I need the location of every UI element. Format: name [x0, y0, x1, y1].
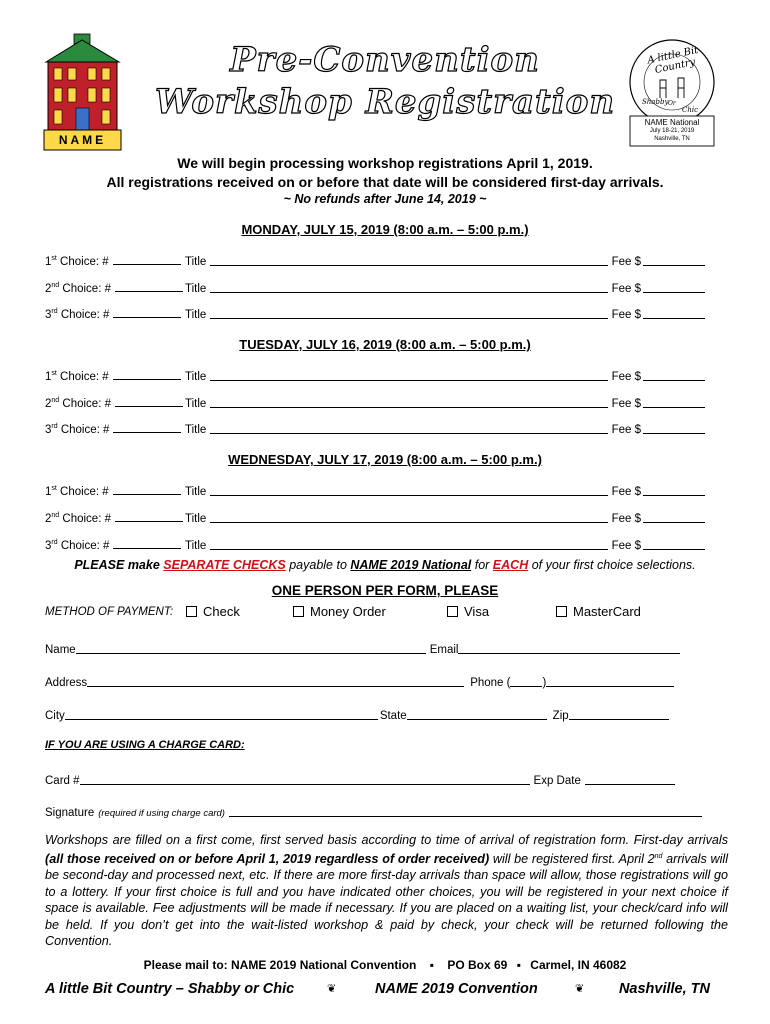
charge-card-heading: IF YOU ARE USING A CHARGE CARD:	[45, 739, 245, 751]
badge-name: NAME National	[644, 118, 700, 127]
workshop-number-field[interactable]	[115, 290, 183, 292]
choice-ordinal-suffix: rd	[51, 308, 58, 316]
wednesday-heading: WEDNESDAY, JULY 17, 2019 (8:00 a.m. – 5:00 p.m.)	[228, 452, 542, 467]
checks-note-each: EACH	[492, 558, 529, 572]
workshop-number-field[interactable]	[115, 405, 183, 407]
choice-ordinal-suffix: st	[51, 485, 57, 493]
payment-option-money-order[interactable]	[293, 604, 386, 619]
dollhouse-logo-label: NAME	[58, 133, 107, 147]
mastercard-checkbox[interactable]	[556, 606, 567, 617]
fee-label: Fee $	[611, 513, 641, 525]
fee-field[interactable]	[643, 548, 705, 550]
title-label: Title	[185, 398, 207, 410]
fee-label: Fee $	[611, 398, 641, 410]
badge-inner-right: Chic	[682, 106, 699, 114]
name-row	[45, 644, 685, 656]
policy-text-1: Workshops are filled on a first come, first served basis according to time of arrival of registration form. First-day arrivals	[45, 833, 728, 847]
exp-label: Exp Date	[533, 775, 581, 787]
choice-text: Choice: #	[59, 283, 111, 295]
choice-label	[45, 539, 185, 552]
fee-label: Fee $	[611, 371, 641, 383]
monday-choice-row-1	[45, 254, 705, 268]
page-title-line2: Workshop Registration	[154, 82, 616, 122]
policy-text-sup: nd	[654, 852, 663, 860]
city-label: City	[45, 710, 65, 722]
payment-option-check[interactable]	[186, 604, 240, 619]
fee-field[interactable]	[643, 521, 705, 523]
mail-bullet-1: ▪	[429, 958, 434, 972]
footer	[45, 981, 725, 1001]
choice-ordinal: 3	[45, 540, 52, 552]
workshop-title-field[interactable]	[210, 494, 607, 496]
badge-dates: July 18-21, 2019	[649, 128, 695, 134]
policy-text-4: arrivals will be second-day and processed next, etc. If there are more first-day arrivals than space will allow, those registrations will go to a lottery. If your first choice is full and you have indicated other choices, you will be registered in your next choice if space is available. Fee adjustments will be made if necessary. If you are placed on a waiting list, your check/card info will be held. If you don’t get into the wait-listed workshop & paid by check, your check will be returned following the Convention.	[45, 851, 728, 949]
choice-text: Choice: #	[59, 398, 111, 410]
phone-label: Phone (	[470, 677, 511, 689]
choice-text: Choice: #	[57, 540, 110, 552]
choice-text: Choice: #	[57, 309, 110, 321]
choice-text: Choice: #	[56, 486, 109, 498]
check-checkbox[interactable]	[186, 606, 197, 617]
choice-label	[45, 282, 185, 295]
visa-checkbox[interactable]	[447, 606, 458, 617]
choice-label	[45, 308, 185, 321]
phone-area-field[interactable]	[510, 685, 542, 687]
title-label: Title	[185, 486, 207, 498]
phone-close: )	[542, 677, 547, 689]
card-label: Card #	[45, 775, 80, 787]
badge-inner-or: Or	[668, 100, 676, 107]
wednesday-choice-row-1	[45, 484, 705, 498]
title-label: Title	[185, 540, 207, 552]
fee-field[interactable]	[643, 432, 705, 434]
choice-ordinal-suffix: nd	[51, 397, 60, 405]
choice-ordinal: 3	[45, 424, 52, 436]
workshop-number-field[interactable]	[113, 547, 181, 549]
address-field[interactable]	[87, 685, 464, 687]
choice-ordinal-suffix: rd	[51, 423, 58, 431]
choice-ordinal: 3	[45, 309, 52, 321]
mail-bullet-2: ▪	[516, 958, 521, 972]
footer-middle: NAME 2019 Convention	[375, 981, 538, 997]
title-label: Title	[185, 309, 207, 321]
city-field[interactable]	[65, 718, 378, 720]
choice-ordinal: 2	[45, 398, 52, 410]
payment-method-label: METHOD OF PAYMENT:	[45, 606, 174, 618]
fee-field[interactable]	[643, 379, 705, 381]
choice-label	[45, 485, 185, 498]
footer-ornament-2: ❦	[575, 982, 585, 995]
workshop-number-field[interactable]	[113, 263, 181, 265]
policy-text-3: will be registered first. April 2	[489, 851, 655, 866]
choice-ordinal: 1	[45, 371, 52, 383]
choice-ordinal-suffix: st	[51, 255, 57, 263]
fee-label: Fee $	[611, 256, 641, 268]
tuesday-choice-row-3	[45, 422, 705, 436]
fee-field[interactable]	[643, 264, 705, 266]
title-label: Title	[185, 283, 207, 295]
city-row	[45, 710, 685, 722]
choice-text: Choice: #	[56, 256, 109, 268]
payment-mastercard-label: MasterCard	[573, 604, 641, 619]
zip-field[interactable]	[569, 718, 669, 720]
title-label: Title	[185, 424, 207, 436]
fee-label: Fee $	[611, 486, 641, 498]
zip-label: Zip	[552, 710, 569, 722]
money-order-checkbox[interactable]	[293, 606, 304, 617]
choice-label	[45, 397, 185, 410]
workshop-title-field[interactable]	[210, 291, 607, 293]
one-person-heading: ONE PERSON PER FORM, PLEASE	[271, 583, 499, 598]
choice-text: Choice: #	[56, 371, 109, 383]
signature-label: Signature	[45, 807, 95, 819]
workshop-title-field[interactable]	[210, 521, 607, 523]
payment-visa-label: Visa	[464, 604, 490, 619]
card-row	[45, 775, 695, 787]
badge-inner-left: Shabby	[642, 98, 669, 106]
checks-note-part1: PLEASE make	[74, 558, 164, 572]
choice-ordinal-suffix: nd	[51, 512, 60, 520]
fee-label: Fee $	[611, 309, 641, 321]
checks-note-part5: for	[471, 558, 493, 572]
choice-label	[45, 370, 185, 383]
fee-field[interactable]	[643, 406, 705, 408]
monday-heading: MONDAY, JULY 15, 2019 (8:00 a.m. – 5:00 p.m.)	[241, 222, 529, 237]
mail-label: Please mail to: NAME 2019 National Convention	[143, 958, 417, 972]
wednesday-choice-row-2	[45, 511, 705, 525]
payment-check-label: Check	[203, 604, 240, 619]
signature-note: (required if using charge card)	[98, 808, 225, 819]
checks-note-part3: payable to	[285, 558, 351, 572]
badge-city: Nashville, TN	[654, 136, 690, 142]
name-field[interactable]	[76, 652, 426, 654]
title-label: Title	[185, 513, 207, 525]
monday-choice-row-3	[45, 307, 705, 321]
choice-text: Choice: #	[59, 513, 111, 525]
fee-field[interactable]	[643, 291, 705, 293]
exp-date-field[interactable]	[585, 783, 675, 785]
card-number-field[interactable]	[80, 783, 530, 785]
workshop-title-field[interactable]	[210, 432, 607, 434]
workshop-title-field[interactable]	[210, 317, 607, 319]
fee-field[interactable]	[643, 494, 705, 496]
workshop-number-field[interactable]	[115, 520, 183, 522]
address-row	[45, 677, 685, 689]
wednesday-choice-row-3	[45, 538, 705, 552]
mail-line	[0, 958, 770, 972]
workshop-title-field[interactable]	[210, 379, 607, 381]
policy-text-bold: (all those received on or before April 1, 2019 regardless of order received)	[45, 851, 490, 866]
fee-label: Fee $	[611, 424, 641, 436]
tuesday-heading: TUESDAY, JULY 16, 2019 (8:00 a.m. – 5:00 p.m.)	[239, 337, 531, 352]
monday-choice-row-2	[45, 281, 705, 295]
email-label: Email	[429, 644, 459, 656]
state-label: State	[379, 710, 407, 722]
choice-ordinal-suffix: nd	[51, 282, 60, 290]
workshop-number-field[interactable]	[113, 431, 181, 433]
payment-money-order-label: Money Order	[310, 604, 386, 619]
choice-ordinal: 1	[45, 486, 52, 498]
name-label: Name	[45, 644, 76, 656]
choice-ordinal: 2	[45, 283, 52, 295]
fee-label: Fee $	[611, 540, 641, 552]
choice-text: Choice: #	[57, 424, 110, 436]
intro-line-2: All registrations received on or before that date will be considered first-day arrivals.	[106, 174, 664, 190]
workshop-number-field[interactable]	[113, 493, 181, 495]
footer-right: Nashville, TN	[618, 981, 710, 997]
intro-line-3: ~ No refunds after June 14, 2019 ~	[283, 192, 487, 206]
workshop-title-field[interactable]	[210, 264, 607, 266]
phone-field[interactable]	[546, 685, 674, 687]
footer-ornament-1: ❦	[327, 982, 337, 995]
tuesday-choice-row-1	[45, 369, 705, 383]
choice-label	[45, 255, 185, 268]
workshop-title-field[interactable]	[210, 406, 607, 408]
choice-ordinal: 2	[45, 513, 52, 525]
fee-field[interactable]	[643, 317, 705, 319]
title-label: Title	[185, 371, 207, 383]
choice-label	[45, 512, 185, 525]
page-title-line1: Pre-Convention	[230, 40, 540, 80]
fee-label: Fee $	[611, 283, 641, 295]
tuesday-choice-row-2	[45, 396, 705, 410]
email-field[interactable]	[458, 652, 680, 654]
checks-note-payee: NAME 2019 National	[350, 558, 472, 572]
workshop-title-field[interactable]	[210, 548, 607, 550]
title-label: Title	[185, 256, 207, 268]
convention-badge-logo	[624, 38, 720, 150]
payment-option-mastercard[interactable]	[556, 604, 641, 619]
signature-row	[45, 807, 725, 819]
workshop-number-field[interactable]	[113, 316, 181, 318]
policy-paragraph	[45, 832, 728, 950]
choice-ordinal-suffix: st	[51, 370, 57, 378]
signature-field[interactable]	[229, 815, 702, 817]
checks-note-part7: of your first choice selections.	[528, 558, 696, 572]
badge-arc-text: A little Bit Country	[646, 44, 700, 77]
intro-line-1: We will begin processing workshop registrations April 1, 2019.	[177, 155, 593, 171]
address-label: Address	[45, 677, 88, 689]
mail-city: Carmel, IN 46082	[530, 958, 627, 972]
separate-checks-note	[0, 558, 770, 572]
workshop-number-field[interactable]	[113, 378, 181, 380]
payment-option-visa[interactable]	[447, 604, 489, 619]
state-field[interactable]	[407, 718, 547, 720]
footer-left: A little Bit Country – Shabby or Chic	[45, 981, 295, 997]
choice-label	[45, 423, 185, 436]
choice-ordinal-suffix: rd	[51, 539, 58, 547]
mail-box: PO Box 69	[447, 958, 508, 972]
choice-ordinal: 1	[45, 256, 52, 268]
checks-note-separate: SEPARATE CHECKS	[163, 558, 286, 572]
